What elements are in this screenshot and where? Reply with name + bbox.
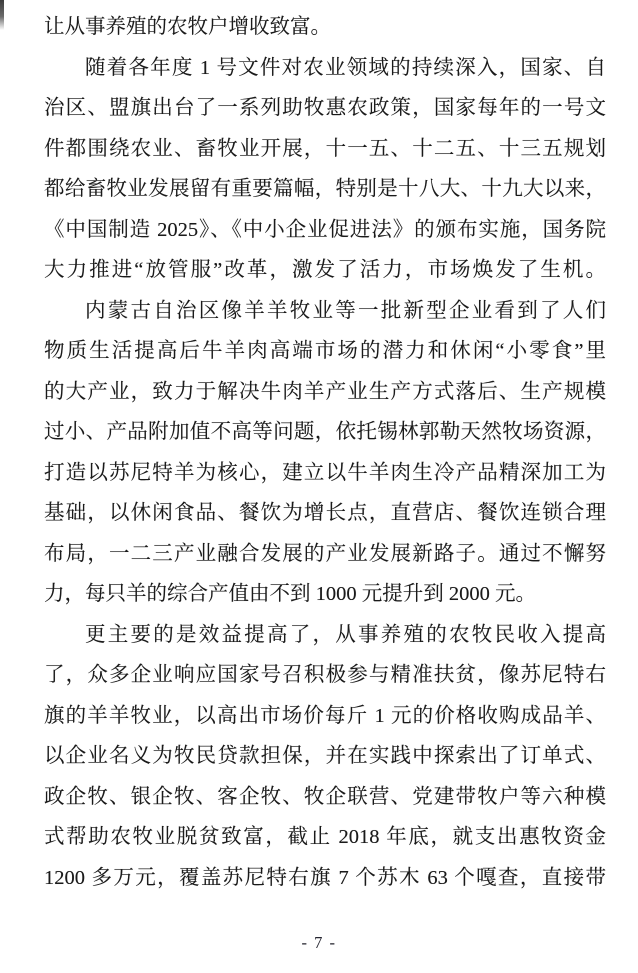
text-line: 以企业名义为牧民贷款担保，并在实践中探索出了订单式、: [44, 745, 606, 767]
text-line: 旗的羊羊牧业，以高出市场价每斤 1 元的价格收购成品羊、: [44, 704, 606, 727]
document-body: [44, 7, 606, 898]
text-line: 布局，一二三产业融合发展的产业发展新路子。通过不懈努: [44, 542, 606, 565]
text-line: 过小、产品附加值不高等问题，依托锡林郭勒天然牧场资源，: [44, 421, 606, 443]
text-line-paragraph-start: 更主要的是效益提高了，从事养殖的农牧民收入提高: [85, 623, 606, 646]
text-line: 都给畜牧业发展留有重要篇幅，特别是十八大、十九大以来，: [44, 178, 606, 200]
page-number: - 7 -: [301, 933, 337, 952]
text-line-paragraph-start: 内蒙古自治区像羊羊牧业等一批新型企业看到了人们: [85, 299, 606, 322]
text-line: 的大产业，致力于解决牛肉羊产业生产方式落后、生产规模: [44, 380, 606, 403]
text-line: 物质生活提高后牛羊肉高端市场的潜力和休闲“小零食”里: [44, 340, 606, 362]
text-line: 大力推进“放管服”改革，激发了活力，市场焕发了生机。: [44, 259, 606, 281]
text-line: 让从事养殖的农牧户增收致富。: [44, 16, 331, 38]
text-line: 治区、盟旗出台了一系列助牧惠农政策，国家每年的一号文: [44, 97, 606, 119]
text-line: 打造以苏尼特羊为核心，建立以牛羊肉生冷产品精深加工为: [44, 461, 606, 484]
text-line: 《中国制造 2025》、《中小企业促进法》的颁布实施，国务院: [44, 218, 606, 241]
scan-edge-artifact: [0, 0, 4, 30]
text-line: 力，每只羊的综合产值由不到 1000 元提升到 2000 元。: [44, 583, 536, 605]
text-line: 政企牧、银企牧、客企牧、牧企联营、党建带牧户等六种模: [44, 785, 606, 808]
text-line: 1200 多万元，覆盖苏尼特右旗 7 个苏木 63 个嘎查，直接带: [44, 866, 606, 889]
text-line: 基础，以休闲食品、餐饮为增长点，直营店、餐饮连锁合理: [44, 502, 606, 524]
text-line-paragraph-start: 随着各年度 1 号文件对农业领域的持续深入，国家、自: [85, 56, 606, 79]
text-line: 式帮助农牧业脱贫致富，截止 2018 年底，就支出惠牧资金: [44, 826, 606, 848]
text-line: 件都围绕农业、畜牧业开展，十一五、十二五、十三五规划: [44, 137, 606, 160]
text-line: 了，众多企业响应国家号召积极参与精准扶贫，像苏尼特右: [44, 664, 606, 686]
